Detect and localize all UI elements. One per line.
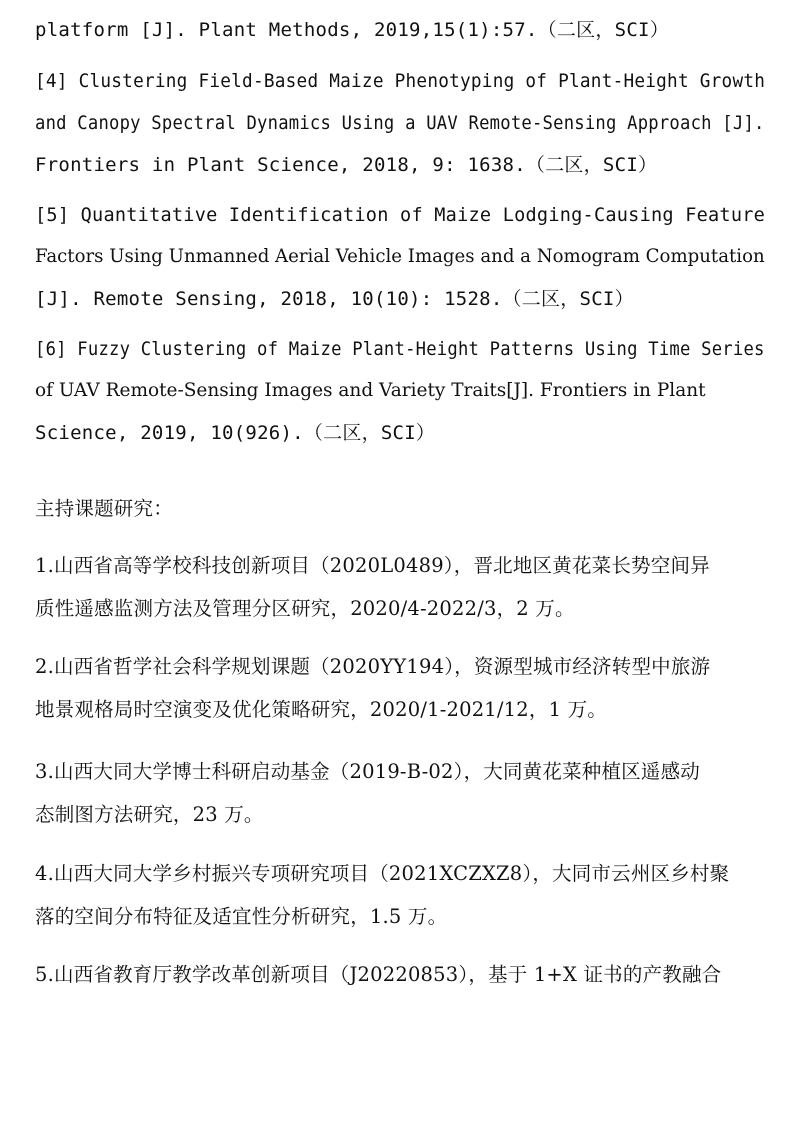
project-4-line-1: 4.山西大同大学乡村振兴专项研究项目（2021XCZXZ8），大同市云州区乡村聚 (35, 862, 730, 885)
project-5-line-1: 5.山西省教育厅教学改革创新项目（J20220853），基于 1+X 证书的产教融合 (35, 963, 722, 986)
reference-5-line-2: Factors Using Unmanned Aerial Vehicle Images and a Nomogram Computation (35, 246, 765, 267)
reference-6-line-2: of UAV Remote-Sensing Images and Variety Traits[J]. Frontiers in Plant (35, 380, 706, 401)
section-heading: 主持课题研究： (35, 497, 173, 520)
project-1-line-2: 质性遥感监测方法及管理分区研究，2020/4-2022/3，2 万。 (35, 597, 575, 620)
reference-4-line-1: [4] Clustering Field-Based Maize Phenotyping of Plant-Height Growth (35, 70, 766, 92)
project-2-line-2: 地景观格局时空演变及优化策略研究，2020/1-2021/12，1 万。 (35, 698, 608, 721)
reference-6-line-3: Science, 2019, 10(926).（二区，SCI） (35, 422, 436, 444)
reference-5-line-1: [5] Quantitative Identification of Maize Lodging-Causing Feature (35, 204, 766, 226)
reference-4-line-2: and Canopy Spectral Dynamics Using a UAV Remote-Sensing Approach [J]. (35, 112, 765, 134)
reference-3-tail: platform [J]. Plant Methods, 2019,15(1):57.（二区，SCI） (35, 19, 669, 41)
project-3-line-2: 态制图方法研究，23 万。 (35, 803, 264, 826)
project-1-line-1: 1.山西省高等学校科技创新项目（2020L0489），晋北地区黄花菜长势空间异 (35, 554, 710, 577)
project-4-line-2: 落的空间分布特征及适宜性分析研究，1.5 万。 (35, 905, 448, 928)
project-3-line-1: 3.山西大同大学博士科研启动基金（2019-B-02），大同黄花菜种植区遥感动 (35, 760, 700, 783)
reference-4-line-3: Frontiers in Plant Science, 2018, 9: 1638.（二区，SCI） (35, 154, 658, 176)
reference-5-line-3: [J]. Remote Sensing, 2018, 10(10): 1528.（二区，SCI） (35, 288, 634, 310)
project-2-line-1: 2.山西省哲学社会科学规划课题（2020YY194），资源型城市经济转型中旅游 (35, 655, 711, 678)
reference-6-line-1: [6] Fuzzy Clustering of Maize Plant-Height Patterns Using Time Series (35, 338, 765, 360)
